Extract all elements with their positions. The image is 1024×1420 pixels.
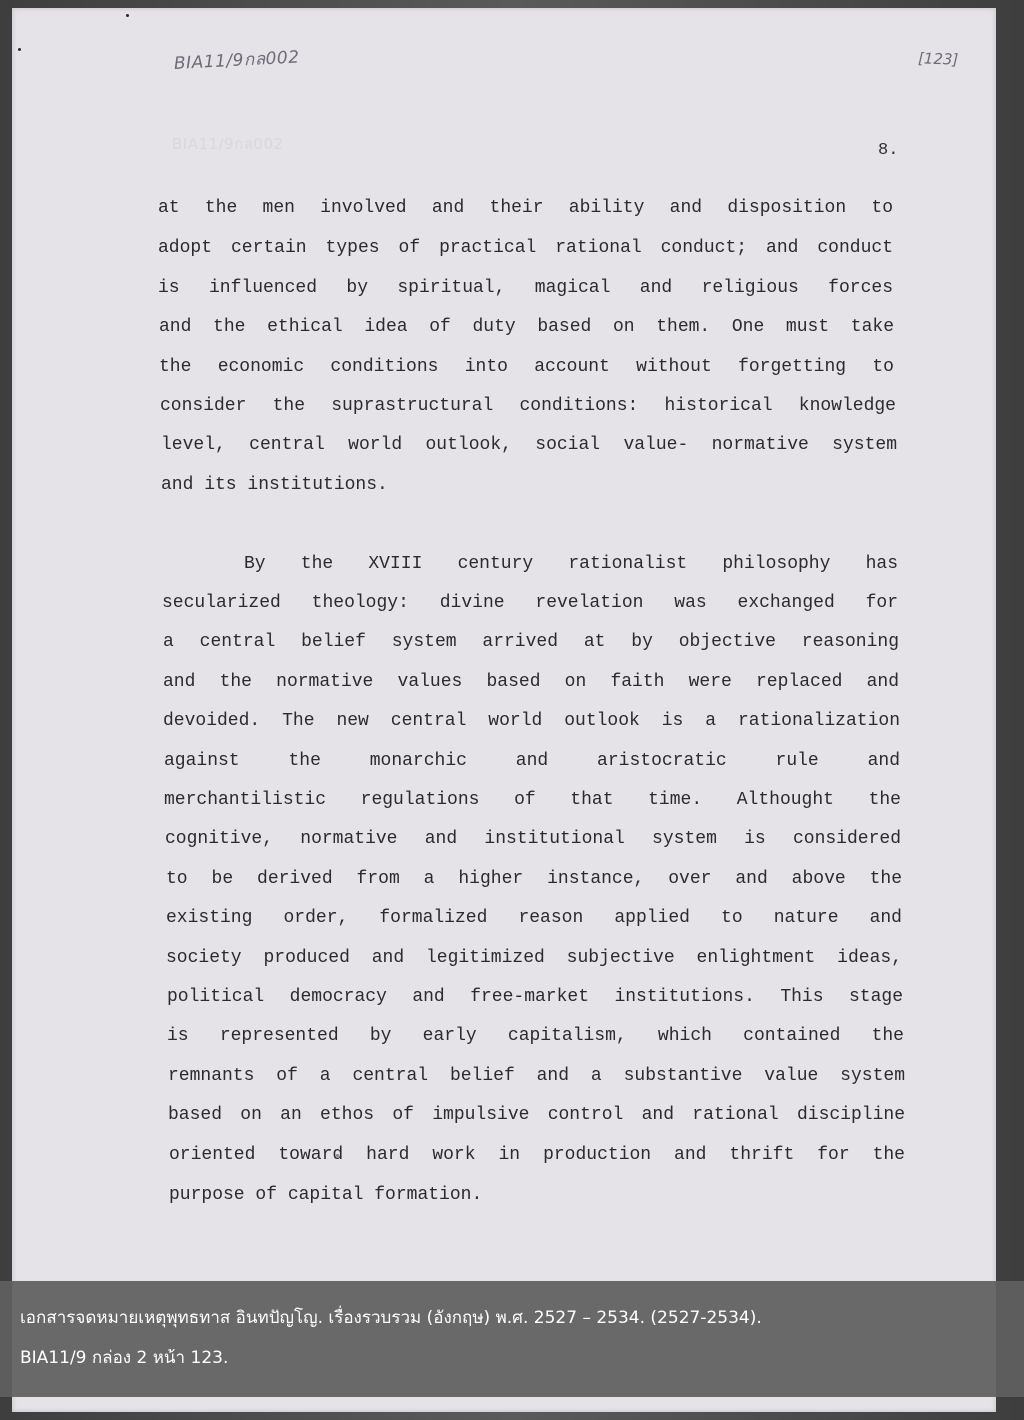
paragraph-2-line: cognitive, normative and institutional system is considered: [165, 829, 901, 849]
paragraph-1-line: level, central world outlook, social value- normative system: [161, 435, 897, 455]
paragraph-2-line: based on an ethos of impulsive control and rational discipline: [168, 1105, 905, 1125]
paragraph-2-line: is represented by early capitalism, which contained the: [167, 1026, 904, 1046]
paragraph-2-line: and the normative values based on faith were replaced and: [163, 672, 899, 692]
scan-speck: [126, 14, 129, 17]
paragraph-2-line: remnants of a central belief and a substantive value system: [168, 1066, 905, 1086]
paragraph-1-line: is influenced by spiritual, magical and religious forces: [158, 278, 893, 298]
paragraph-1-line: adopt certain types of practical rational conduct; and conduct: [158, 238, 893, 258]
paragraph-2-line: a central belief system arrived at by objective reasoning: [163, 632, 899, 652]
paragraph-2-line: society produced and legitimized subjective enlightment ideas,: [166, 948, 902, 968]
paragraph-1-line: and its institutions.: [161, 475, 388, 495]
paragraph-2-line: purpose of capital formation.: [169, 1185, 483, 1205]
document-page: [12, 8, 996, 1412]
caption-reference: BIA11/9 กล่อง 2 หน้า 123.: [20, 1348, 229, 1368]
paragraph-2-line: against the monarchic and aristocratic rule and: [164, 751, 900, 771]
paragraph-2-line: political democracy and free-market institutions. This stage: [167, 987, 903, 1007]
paragraph-2-line: By the XVIII century rationalist philosophy has: [244, 554, 898, 574]
paragraph-1-line: the economic conditions into account without forgetting to: [159, 357, 894, 377]
paragraph-2-line: devoided. The new central world outlook is a rationalization: [163, 711, 900, 731]
paragraph-2-line: merchantilistic regulations of that time. Althought the: [164, 790, 901, 810]
paragraph-1-line: and the ethical idea of duty based on them. One must take: [159, 317, 894, 337]
paragraph-2-line: secularized theology: divine revelation was exchanged for: [162, 593, 898, 613]
page-number: 8.: [878, 141, 899, 160]
paragraph-1-line: at the men involved and their ability and disposition to: [158, 198, 893, 218]
archive-page-number: [123]: [917, 49, 959, 69]
paragraph-2-line: to be derived from a higher instance, over and above the: [166, 869, 902, 889]
paragraph-1-line: consider the suprastructural conditions: historical knowledge: [160, 396, 896, 416]
faded-archive-code: BIA11/9กล002: [172, 135, 284, 153]
handwritten-archive-code: BIA11/9กล002: [173, 47, 301, 74]
scan-speck: [18, 48, 21, 51]
paragraph-2-line: existing order, formalized reason applied to nature and: [166, 908, 902, 928]
caption-bar: [0, 1281, 1024, 1397]
paragraph-2-line: oriented toward hard work in production and thrift for the: [169, 1145, 905, 1165]
caption-title: เอกสารจดหมายเหตุพุทธทาส อินทปัญโญ. เรื่องรวบรวม (อังกฤษ) พ.ศ. 2527 – 2534. (2527-2534).: [20, 1308, 762, 1328]
